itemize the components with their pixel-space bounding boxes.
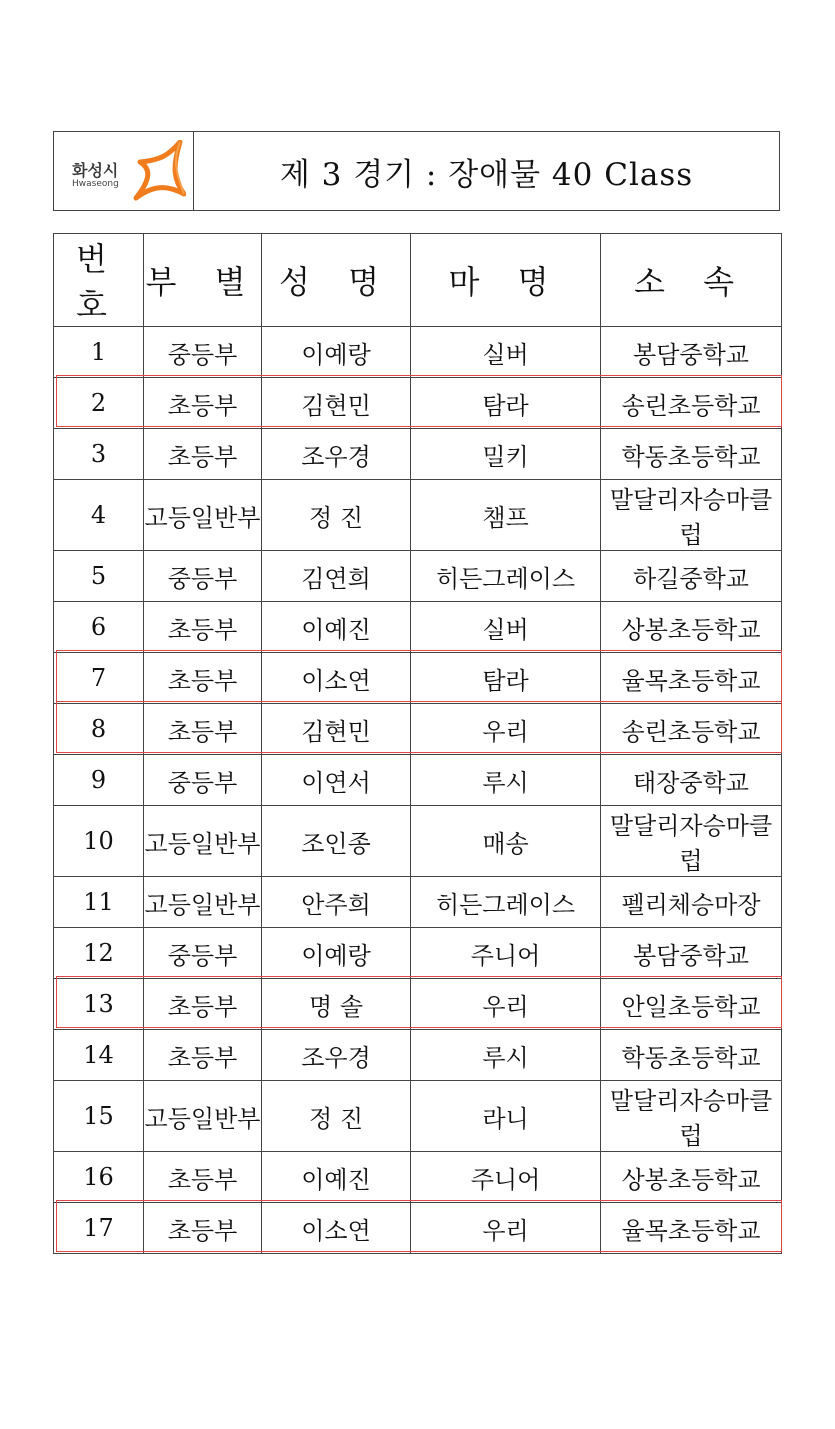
star-logo-icon <box>130 140 186 202</box>
cell-division: 고등일반부 <box>144 1081 262 1152</box>
cell-rider: 김현민 <box>262 704 411 755</box>
cell-affiliation: 율목초등학교 <box>601 1203 782 1254</box>
table-row <box>54 378 782 429</box>
cell-affiliation: 태장중학교 <box>601 755 782 806</box>
cell-affiliation: 말달리자승마클럽 <box>601 480 782 551</box>
cell-affiliation: 하길중학교 <box>601 551 782 602</box>
table-row <box>54 806 782 877</box>
column-header-horse: 마 명 <box>411 234 601 327</box>
cell-horse: 탐라 <box>411 378 601 429</box>
table-row <box>54 979 782 1030</box>
cell-division: 초등부 <box>144 602 262 653</box>
cell-division: 초등부 <box>144 1203 262 1254</box>
cell-horse: 루시 <box>411 755 601 806</box>
cell-division: 초등부 <box>144 429 262 480</box>
cell-division: 초등부 <box>144 1152 262 1203</box>
cell-number: 10 <box>54 806 144 877</box>
cell-division: 초등부 <box>144 378 262 429</box>
cell-affiliation: 안일초등학교 <box>601 979 782 1030</box>
cell-division: 초등부 <box>144 979 262 1030</box>
cell-rider: 이소연 <box>262 1203 411 1254</box>
logo-name-ko: 화성시 <box>72 161 119 180</box>
cell-number: 14 <box>54 1030 144 1081</box>
page-title: 제 3 경기 : 장애물 40 Class <box>279 156 694 193</box>
cell-horse: 히든그레이스 <box>411 877 601 928</box>
cell-affiliation: 상봉초등학교 <box>601 602 782 653</box>
cell-number: 12 <box>54 928 144 979</box>
cell-horse: 히든그레이스 <box>411 551 601 602</box>
cell-rider: 조인종 <box>262 806 411 877</box>
cell-rider: 이예랑 <box>262 327 411 378</box>
cell-division: 중등부 <box>144 327 262 378</box>
table-row <box>54 755 782 806</box>
column-header-rider: 성 명 <box>262 234 411 327</box>
cell-affiliation: 말달리자승마클럽 <box>601 1081 782 1152</box>
cell-number: 13 <box>54 979 144 1030</box>
table-row <box>54 327 782 378</box>
cell-rider: 김연희 <box>262 551 411 602</box>
table-row <box>54 653 782 704</box>
cell-number: 9 <box>54 755 144 806</box>
cell-rider: 안주희 <box>262 877 411 928</box>
cell-number: 15 <box>54 1081 144 1152</box>
cell-horse: 매송 <box>411 806 601 877</box>
table-row <box>54 480 782 551</box>
logo-name-en: Hwaseong <box>72 179 119 189</box>
cell-division: 중등부 <box>144 755 262 806</box>
cell-affiliation: 학동초등학교 <box>601 429 782 480</box>
cell-affiliation: 송린초등학교 <box>601 378 782 429</box>
table-row <box>54 1152 782 1203</box>
cell-number: 3 <box>54 429 144 480</box>
cell-division: 초등부 <box>144 704 262 755</box>
cell-number: 11 <box>54 877 144 928</box>
cell-number: 5 <box>54 551 144 602</box>
cell-horse: 주니어 <box>411 928 601 979</box>
cell-number: 1 <box>54 327 144 378</box>
cell-rider: 정 진 <box>262 1081 411 1152</box>
cell-affiliation: 봉담중학교 <box>601 327 782 378</box>
cell-rider: 정 진 <box>262 480 411 551</box>
column-header-affiliation: 소 속 <box>601 234 782 327</box>
cell-number: 8 <box>54 704 144 755</box>
cell-division: 고등일반부 <box>144 480 262 551</box>
roster-table <box>53 233 782 1254</box>
cell-number: 2 <box>54 378 144 429</box>
cell-horse: 밀키 <box>411 429 601 480</box>
cell-rider: 이연서 <box>262 755 411 806</box>
cell-horse: 우리 <box>411 1203 601 1254</box>
table-row <box>54 877 782 928</box>
cell-rider: 이예진 <box>262 602 411 653</box>
cell-horse: 주니어 <box>411 1152 601 1203</box>
cell-affiliation: 학동초등학교 <box>601 1030 782 1081</box>
cell-horse: 탐라 <box>411 653 601 704</box>
column-header-division: 부 별 <box>144 234 262 327</box>
cell-affiliation: 상봉초등학교 <box>601 1152 782 1203</box>
cell-rider: 이예진 <box>262 1152 411 1203</box>
cell-horse: 우리 <box>411 704 601 755</box>
cell-rider: 김현민 <box>262 378 411 429</box>
cell-division: 중등부 <box>144 928 262 979</box>
table-row <box>54 602 782 653</box>
cell-horse: 챔프 <box>411 480 601 551</box>
cell-rider: 이예랑 <box>262 928 411 979</box>
table-header-row <box>54 234 782 327</box>
cell-division: 초등부 <box>144 1030 262 1081</box>
header-box <box>53 131 780 211</box>
cell-division: 초등부 <box>144 653 262 704</box>
cell-affiliation: 말달리자승마클럽 <box>601 806 782 877</box>
cell-horse: 루시 <box>411 1030 601 1081</box>
logo <box>54 132 194 210</box>
cell-number: 4 <box>54 480 144 551</box>
cell-division: 고등일반부 <box>144 877 262 928</box>
cell-rider: 이소연 <box>262 653 411 704</box>
table-row <box>54 704 782 755</box>
cell-affiliation: 송린초등학교 <box>601 704 782 755</box>
table-row <box>54 1030 782 1081</box>
cell-number: 6 <box>54 602 144 653</box>
table-row <box>54 1203 782 1254</box>
cell-affiliation: 봉담중학교 <box>601 928 782 979</box>
cell-horse: 실버 <box>411 602 601 653</box>
table-row <box>54 928 782 979</box>
cell-horse: 우리 <box>411 979 601 1030</box>
cell-division: 고등일반부 <box>144 806 262 877</box>
table-row <box>54 551 782 602</box>
column-header-number: 번 호 <box>54 234 144 327</box>
cell-division: 중등부 <box>144 551 262 602</box>
cell-rider: 조우경 <box>262 1030 411 1081</box>
table-row <box>54 1081 782 1152</box>
cell-affiliation: 율목초등학교 <box>601 653 782 704</box>
cell-horse: 라니 <box>411 1081 601 1152</box>
cell-affiliation: 펠리체승마장 <box>601 877 782 928</box>
table-row <box>54 429 782 480</box>
cell-number: 7 <box>54 653 144 704</box>
table-body <box>54 327 782 1254</box>
cell-number: 16 <box>54 1152 144 1203</box>
cell-rider: 명 솔 <box>262 979 411 1030</box>
cell-rider: 조우경 <box>262 429 411 480</box>
cell-horse: 실버 <box>411 327 601 378</box>
cell-number: 17 <box>54 1203 144 1254</box>
